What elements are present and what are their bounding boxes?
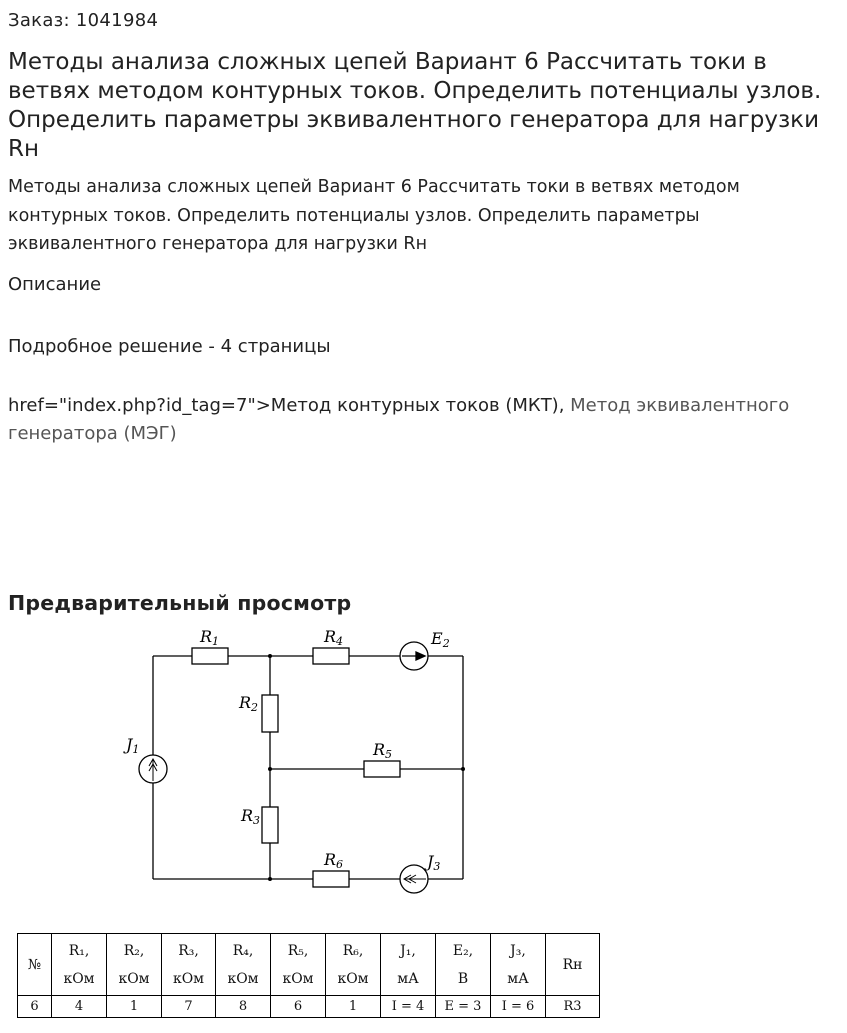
- svg-text:J1: J1: [126, 735, 140, 756]
- table-cell: I = 6: [491, 996, 546, 1018]
- table-cell: I = 4: [381, 996, 436, 1018]
- source-j3: [400, 865, 428, 893]
- circuit-diagram: [120, 625, 480, 897]
- svg-text:R4: R4: [324, 627, 344, 648]
- resistor-r2: [262, 695, 278, 732]
- table-header-cell: J₃, мА: [491, 934, 546, 996]
- svg-text:J3: J3: [427, 852, 441, 873]
- table-header-cell: R₃, кОм: [162, 934, 216, 996]
- table-cell: 4: [52, 996, 107, 1018]
- resistor-r3: [262, 807, 278, 843]
- section-heading-description: Описание: [8, 274, 102, 295]
- svg-text:E2: E2: [431, 629, 450, 650]
- preview-heading: Предварительный просмотр: [8, 591, 352, 615]
- svg-text:R1: R1: [200, 627, 220, 648]
- table-header-cell: R₁, кОм: [52, 934, 107, 996]
- svg-text:R6: R6: [324, 850, 344, 871]
- table-cell: R3: [546, 996, 600, 1018]
- source-e2: [400, 642, 428, 670]
- svg-text:R3: R3: [241, 806, 261, 827]
- circuit-wires: [153, 656, 463, 879]
- resistors: [192, 648, 400, 887]
- circuit-labels: [123, 627, 450, 873]
- resistor-r5: [364, 761, 400, 777]
- table-header-cell: №: [18, 934, 52, 996]
- table-header-cell: J₁, мА: [381, 934, 436, 996]
- table-cell: E = 3: [436, 996, 491, 1018]
- table-header-cell: E₂, В: [436, 934, 491, 996]
- source-j1: [139, 755, 167, 783]
- table-header-cell: Rн: [546, 934, 600, 996]
- table-cell: 1: [107, 996, 162, 1018]
- order-number: Заказ: 1041984: [8, 10, 159, 31]
- table-header-row: [18, 934, 600, 996]
- resistor-r4: [313, 648, 349, 664]
- description-text: Методы анализа сложных цепей Вариант 6 Рассчитать токи в ветвях методом контурных токов. Определить потенциалы узлов. Определить параметры эквивалентного генератора для нагрузки Rн: [8, 177, 740, 254]
- svg-text:R2: R2: [239, 693, 259, 714]
- variant-parameters-table: [17, 933, 600, 1018]
- tags-prefix-text: href="index.php?id_tag=7">Метод контурных токов (МКТ),: [8, 395, 571, 416]
- svg-text:R5: R5: [373, 740, 393, 761]
- table-cell: 6: [271, 996, 326, 1018]
- table-cell: 6: [18, 996, 52, 1018]
- table-cell: 7: [162, 996, 216, 1018]
- table-header-cell: R₄, кОм: [216, 934, 271, 996]
- tags-line: [8, 392, 843, 448]
- resistor-r6: [313, 871, 349, 887]
- tag-link-meg[interactable]: Метод эквивалентного генератора (МЭГ): [8, 395, 790, 444]
- table-cell: 8: [216, 996, 271, 1018]
- table-header-cell: R₂, кОм: [107, 934, 162, 996]
- table-header-cell: R₆, кОм: [326, 934, 381, 996]
- table-header-cell: R₅, кОм: [271, 934, 326, 996]
- table-cell: 1: [326, 996, 381, 1018]
- table-row: [18, 996, 600, 1018]
- page-title: Методы анализа сложных цепей Вариант 6 Рассчитать токи в ветвях методом контурных токов. Определить потенциалы узлов. Определить параметры эквивалентного генератора для нагрузки Rн: [8, 49, 822, 162]
- resistor-r1: [192, 648, 228, 664]
- solution-pages-info: Подробное решение - 4 страницы: [8, 336, 331, 357]
